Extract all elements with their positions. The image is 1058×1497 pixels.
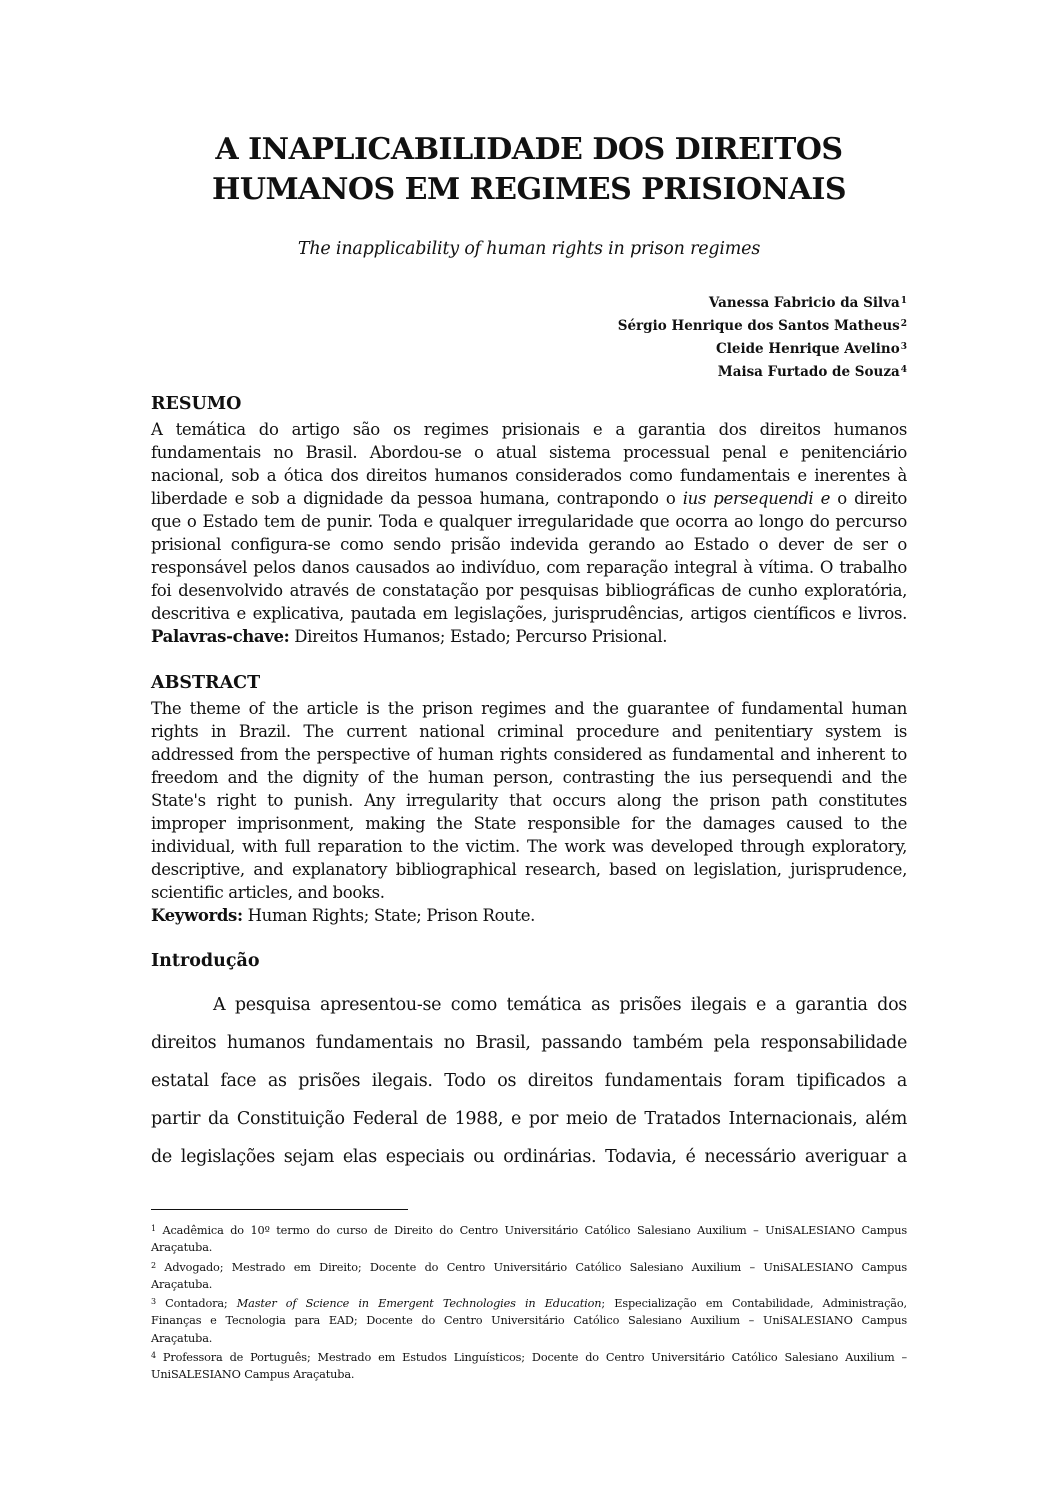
author-list (151, 291, 907, 383)
footnotes: $^1$ Acadêmica do 10º termo do curso de Direito do Centro Universitário Católico Salesiano Auxilium – UniSALESIANO Campus Araçatuba. $^2$ Advogado; Mestrado em Direito; Docente do Centro Universitário Católico Salesiano Auxilium – UniSALESIANO Campus Araçatuba. $^3$ Contadora; Master of Science in Emergent Technologies in Education; Especialização em Contabilidade, Administração, Finanças e Tecnologia para EAD; Docente do Centro Universitário Católico Salesiano Auxilium – UniSALESIANO Campus Araçatuba. $^4$ Professora de Português; Mestrado em Estudos Linguísticos; Docente do Centro Universitário Católico Salesiano Auxilium – UniSALESIANO Campus Araçatuba. (151, 1220, 907, 1384)
introducao-paragraph: A pesquisa apresentou-se como temática as prisões ilegais e a garantia dos direitos humanos fundamentais no Brasil, passando também pela responsabilidade estatal face as prisões ilegais. Todo os direitos fundamentais foram tipificados a partir da Constituição Federal de 1988, e por meio de Tratados Internacionais, além de legislações sejam elas especiais ou ordinárias. Todavia, é necessário averiguar a (151, 995, 907, 1167)
footnote-separator (151, 1209, 408, 1210)
italic-term: ius persequendi e (682, 489, 830, 508)
paper-title (151, 130, 907, 210)
abstract-keywords: Keywords: Human Rights; State; Prison Route. (151, 906, 536, 925)
resumo-keywords: Palavras-chave: Direitos Humanos; Estado; Percurso Prisional. (151, 627, 668, 646)
footnote-ref: 4 (900, 365, 907, 375)
abstract-heading: ABSTRACT (151, 673, 261, 693)
footnote-ref: 1 (900, 296, 907, 306)
footnote-1: $^1$ Acadêmica do 10º termo do curso de Direito do Centro Universitário Católico Salesiano Auxilium – UniSALESIANO Campus (151, 1224, 907, 1237)
author-3: Cleide Henrique Avelino$^3$ (716, 341, 907, 357)
title-line-2: HUMANOS EM REGIMES PRISIONAIS (211, 172, 847, 207)
footnote-ref: 2 (900, 319, 907, 329)
author-2: Sérgio Henrique dos Santos Matheus$^2$ (617, 318, 907, 334)
resumo-paragraph: A temática do artigo são os regimes prisionais e a garantia dos direitos humanos fundamentais no Brasil. Abordou-se o atual sistema processual penal e penitenciário nacional, sob a ótica dos direitos humanos considerados como fundamentais e inerentes à liberdade e sob a dignidade da pessoa humana, contrapondo o ius persequendi e o direito que o Estado tem de punir. Toda e qualquer irregularidade que ocorra ao longo do percurso prisional configura-se como sendo prisão indevida gerando ao Estado o dever de ser o responsável pelos danos causados ao indivíduo, com reparação integral à vítima. O trabalho foi desenvolvido através de constatação por pesquisas bibliográficas de cunho exploratória, descritiva e explicativa, pautada em legislações, jurisprudências, artigos científicos e livros. Palavras-chave: Direitos Humanos; Estado; Percurso Prisional. (151, 420, 907, 646)
author-4: Maisa Furtado de Souza$^4$ (717, 364, 907, 380)
footnote-3: $^3$ Contadora; Master of Science in Emergent Technologies in Education; Especialização em Contabilidade, Administração, (151, 1297, 907, 1311)
title-line-1: A INAPLICABILIDADE DOS DIREITOS (215, 132, 843, 167)
footnote-ref: 3 (900, 342, 907, 352)
resumo-heading: RESUMO (151, 394, 242, 414)
footnote-4: $^4$ Professora de Português; Mestrado em Estudos Linguísticos; Docente do Centro Universitário Católico Salesiano Auxilium – (151, 1351, 907, 1365)
author-1: Vanessa Fabricio da Silva$^1$ (708, 295, 907, 311)
paper-subtitle: The inapplicability of human rights in prison regimes (297, 239, 761, 259)
introducao-heading: Introdução (151, 951, 260, 971)
abstract-paragraph: The theme of the article is the prison regimes and the guarantee of fundamental human rights in Brazil. The current national criminal procedure and penitentiary system is addressed from the perspective of human rights considered as fundamental and inherent to freedom and the dignity of the human person, contrasting the ius persequendi and the State's right to punish. Any irregularity that occurs along the prison path constitutes improper imprisonment, making the State responsible for the damages caused to the individual, with full reparation to the victim. The work was developed through exploratory, descriptive, and explanatory bibliographical research, based on legislation, jurisprudence, scientific articles, and books. Keywords: Human Rights; State; Prison Route. (151, 699, 907, 925)
footnote-2: $^2$ Advogado; Mestrado em Direito; Docente do Centro Universitário Católico Salesiano Auxilium – UniSALESIANO Campus (151, 1260, 907, 1274)
